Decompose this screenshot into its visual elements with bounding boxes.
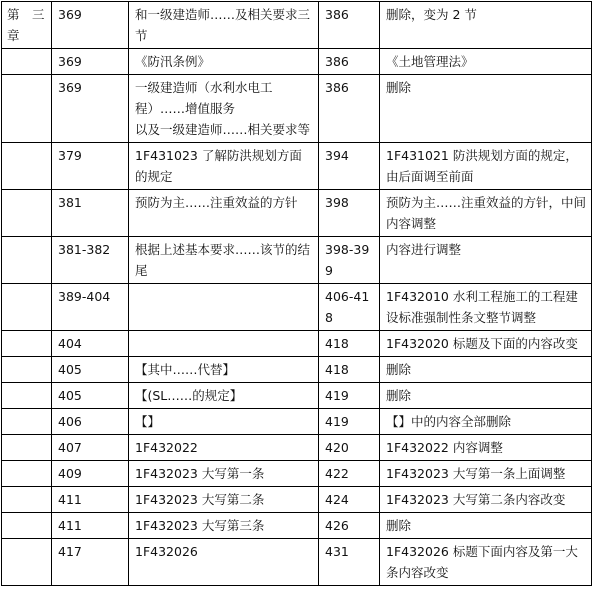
new-text-cell: 删除 [380,383,592,409]
new-text-cell: 1F432020 标题及下面的内容改变 [380,331,592,357]
new-text-cell: 删除 [380,513,592,539]
new-text-cell: 预防为主……注重效益的方针，中间内容调整 [380,190,592,237]
new-page-cell: 406-418 [319,284,380,331]
old-page-cell: 405 [52,357,129,383]
table-row [2,539,592,586]
revision-table-body [2,2,592,586]
chapter-cell-empty [2,331,52,357]
new-page-cell: 424 [319,487,380,513]
old-page-cell: 411 [52,513,129,539]
old-text-cell: 【】 [129,409,319,435]
new-page-cell: 386 [319,2,380,49]
chapter-cell-empty [2,357,52,383]
table-row [2,237,592,284]
old-page-cell: 407 [52,435,129,461]
chapter-cell-empty [2,237,52,284]
new-text-cell: 内容进行调整 [380,237,592,284]
table-row [2,383,592,409]
old-text-cell: 一级建造师（水利水电工程）……增值服务 以及一级建造师……相关要求等 [129,75,319,143]
old-text-cell: 1F432023 大写第二条 [129,487,319,513]
chapter-cell-empty [2,539,52,586]
table-row [2,2,592,49]
new-page-cell: 419 [319,409,380,435]
old-text-cell: 【(SL……的规定】 [129,383,319,409]
new-text-cell: 《土地管理法》 [380,49,592,75]
new-page-cell: 386 [319,75,380,143]
new-text-cell: 1F431021 防洪规划方面的规定，由后面调至前面 [380,143,592,190]
old-page-cell: 369 [52,2,129,49]
chapter-cell-empty [2,284,52,331]
chapter-label: 第 三 章 [2,2,52,49]
old-text-cell: 1F432023 大写第一条 [129,461,319,487]
table-row [2,49,592,75]
table-row [2,331,592,357]
chapter-cell-empty [2,435,52,461]
old-text-cell: 1F432023 大写第三条 [129,513,319,539]
new-text-cell: 【】中的内容全部删除 [380,409,592,435]
new-page-cell: 426 [319,513,380,539]
old-text-cell: 1F431023 了解防洪规划方面的规定 [129,143,319,190]
table-row [2,461,592,487]
chapter-cell-empty [2,49,52,75]
table-row [2,435,592,461]
old-page-cell: 406 [52,409,129,435]
new-page-cell: 394 [319,143,380,190]
old-page-cell: 381-382 [52,237,129,284]
old-page-cell: 381 [52,190,129,237]
chapter-cell-empty [2,75,52,143]
new-page-cell: 419 [319,383,380,409]
table-row [2,357,592,383]
old-page-cell: 389-404 [52,284,129,331]
new-text-cell: 1F432010 水利工程施工的工程建设标准强制性条文整节调整 [380,284,592,331]
new-page-cell: 398 [319,190,380,237]
new-page-cell: 386 [319,49,380,75]
chapter-cell-empty [2,190,52,237]
chapter-cell-empty [2,461,52,487]
new-page-cell: 420 [319,435,380,461]
new-page-cell: 398-399 [319,237,380,284]
chapter-cell-empty [2,487,52,513]
new-text-cell: 1F432023 大写第二条内容改变 [380,487,592,513]
old-page-cell: 417 [52,539,129,586]
old-text-cell: 【其中……代替】 [129,357,319,383]
table-row [2,284,592,331]
table-row [2,143,592,190]
new-text-cell: 1F432023 大写第一条上面调整 [380,461,592,487]
new-text-cell: 1F432022 内容调整 [380,435,592,461]
old-text-cell: 预防为主……注重效益的方针 [129,190,319,237]
chapter-cell-empty [2,143,52,190]
table-row [2,513,592,539]
revision-table [1,1,592,586]
chapter-cell-empty [2,513,52,539]
new-text-cell: 1F432026 标题下面内容及第一大条内容改变 [380,539,592,586]
old-page-cell: 379 [52,143,129,190]
table-row [2,409,592,435]
new-text-cell: 删除 [380,357,592,383]
old-text-cell: 根据上述基本要求……该节的结尾 [129,237,319,284]
old-page-cell: 405 [52,383,129,409]
old-page-cell: 369 [52,75,129,143]
old-page-cell: 404 [52,331,129,357]
new-page-cell: 418 [319,357,380,383]
table-row [2,190,592,237]
table-row [2,487,592,513]
old-text-cell [129,284,319,331]
chapter-cell-empty [2,409,52,435]
old-page-cell: 369 [52,49,129,75]
new-page-cell: 431 [319,539,380,586]
old-text-cell: 1F432026 [129,539,319,586]
new-text-cell: 删除 [380,75,592,143]
old-page-cell: 409 [52,461,129,487]
old-text-cell [129,331,319,357]
new-page-cell: 422 [319,461,380,487]
old-text-cell: 1F432022 [129,435,319,461]
old-text-cell: 《防汛条例》 [129,49,319,75]
new-text-cell: 删除，变为 2 节 [380,2,592,49]
old-text-cell: 和一级建造师……及相关要求三节 [129,2,319,49]
chapter-cell-empty [2,383,52,409]
new-page-cell: 418 [319,331,380,357]
table-row [2,75,592,143]
old-page-cell: 411 [52,487,129,513]
